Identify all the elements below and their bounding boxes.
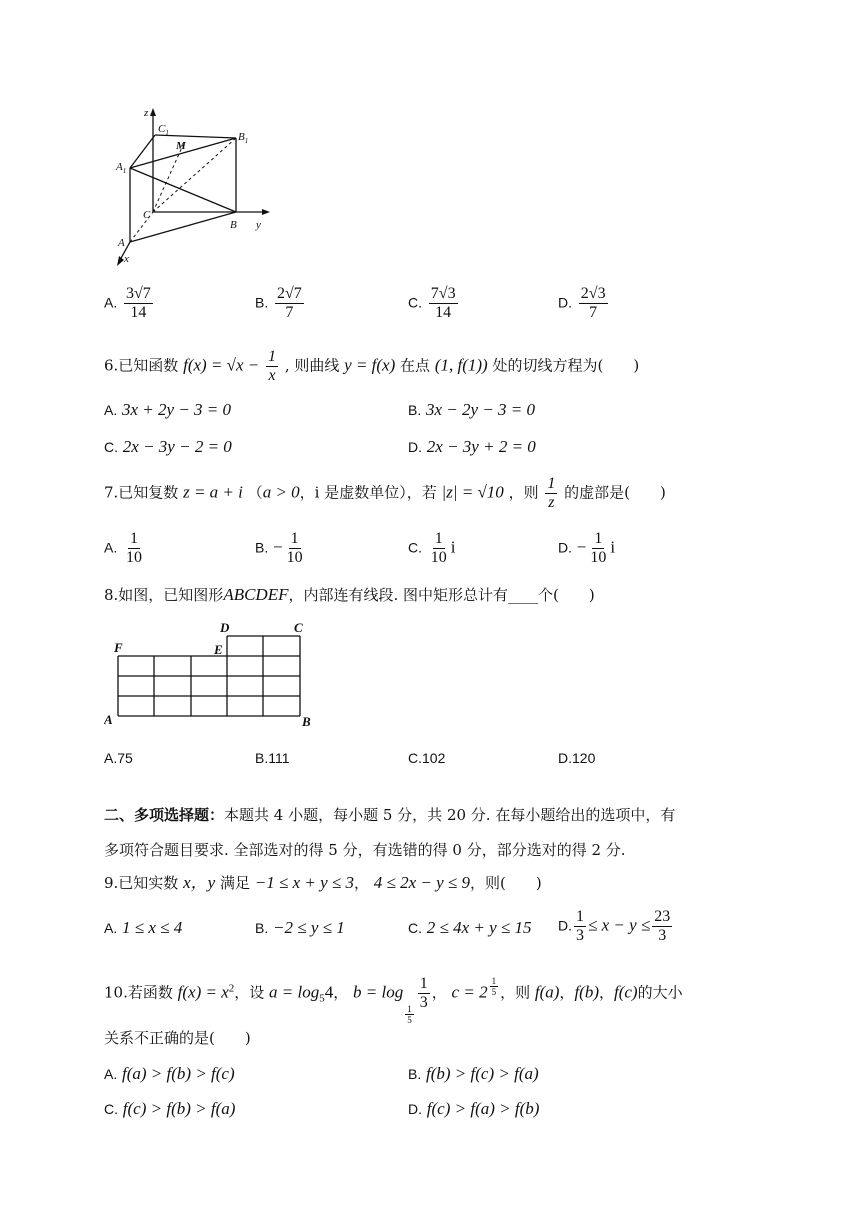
q8-stem: 8.如图，已知图形ABCDEF，内部连有线段. 图中矩形总计有____个( ) <box>104 585 595 604</box>
label-y: y <box>256 219 261 231</box>
q5-option-b[interactable] <box>255 285 306 335</box>
q7-option-b[interactable]: B. − $\frac{1}{10}$ <box>255 530 303 566</box>
label-e: E <box>214 642 223 657</box>
q7-stem: 7.已知复数 z = a + i （a > 0，i 是虚数单位），若 |z| = √10 ，则 $\frac{1}{z}$ 的虚部是( ) <box>104 475 666 511</box>
label-m: M <box>176 140 186 152</box>
q9-option-b[interactable]: B. −2 ≤ y ≤ 1 <box>255 918 345 937</box>
fraction: $\frac{2√3}{7}$ <box>580 285 606 321</box>
q7-option-c[interactable]: C. $\frac{1}{10}$ i <box>408 530 456 566</box>
option-label: D. <box>558 294 572 311</box>
q9-option-c[interactable]: C. 2 ≤ 4x + y ≤ 15 <box>408 918 532 937</box>
q6-option-a[interactable]: A. 3x + 2y − 3 = 0 <box>104 400 232 419</box>
label-c: C <box>294 620 303 635</box>
q5-option-c[interactable] <box>408 285 460 335</box>
fraction: $\frac{7√3}{14}$ <box>430 285 456 321</box>
q10-stem: 10.若函数 $f(x) = x^2$，设 $a = \log_54$， b = log $\frac{1}{5}$ $\frac{1}{3}$ ， c = 2 $\frac{1}{5}$ ，则 f(a)，f(b)，f(c)的大小 <box>104 975 683 1025</box>
option-label: C. <box>408 294 422 311</box>
q7-option-d[interactable]: D. − $\frac{1}{10}$ i <box>558 530 616 566</box>
q6-option-c[interactable]: C. 2x − 3y − 2 = 0 <box>104 437 232 456</box>
q10-option-d[interactable]: D. f(c) > f(a) > f(b) <box>408 1099 540 1118</box>
q10-option-b[interactable]: B. f(b) > f(c) > f(a) <box>408 1064 539 1083</box>
q6-stem: 6.已知函数 f(x) = √x − $\frac{1}{x}$ , 则曲线 y = f(x) 在点 (1, f(1)) 处的切线方程为( ) <box>104 348 640 384</box>
label-a1: $A_1$ <box>116 161 127 175</box>
q9-option-a[interactable]: A. 1 ≤ x ≤ 4 <box>104 918 183 937</box>
label-b1: $B_1$ <box>238 131 249 145</box>
q10-option-a[interactable]: A. f(a) > f(b) > f(c) <box>104 1064 235 1083</box>
label-x: x <box>124 253 129 265</box>
label-c: C <box>143 209 151 221</box>
option-label: B. <box>255 294 269 311</box>
option-label: A. <box>104 294 118 311</box>
label-a: A <box>104 712 113 727</box>
label-f: F <box>114 640 123 655</box>
q6-option-b[interactable]: B. 3x − 2y − 3 = 0 <box>408 400 536 419</box>
q10-stem-line2: 关系不正确的是( ) <box>104 1029 251 1047</box>
label-c1: $C_1$ <box>158 123 169 137</box>
q6-option-d[interactable]: D. 2x − 3y + 2 = 0 <box>408 437 536 456</box>
q9-stem: 9.已知实数 x，y 满足 −1 ≤ x + y ≤ 3， 4 ≤ 2x − y ≤ 9，则( ) <box>104 873 542 892</box>
prism-figure <box>108 100 278 270</box>
q8-option-a[interactable]: A.75 <box>104 750 133 766</box>
q5-option-a[interactable] <box>104 285 155 335</box>
q9-option-d[interactable]: D. $\frac{1}{3}$ ≤ x − y ≤ $\frac{23}{3}$ <box>558 908 671 944</box>
label-b: B <box>302 714 311 729</box>
section2-line1: 二、多项选择题：本题共 4 小题，每小题 5 分，共 20 分. 在每小题给出的选项中，有 <box>104 806 676 824</box>
q8-option-c[interactable]: C.102 <box>408 750 446 766</box>
fraction: $\frac{3√7}{14}$ <box>126 285 151 321</box>
q8-option-b[interactable]: B.111 <box>255 750 290 766</box>
q7-option-a[interactable]: A. $\frac{1}{10}$ <box>104 530 143 566</box>
section2-title: 二、多项选择题： <box>104 806 225 824</box>
grid-figure <box>104 618 324 730</box>
fraction: $\frac{2√7}{7}$ <box>277 285 302 321</box>
q8-option-d[interactable]: D.120 <box>558 750 596 766</box>
label-a: A <box>118 237 125 249</box>
label-d: D <box>220 620 230 635</box>
q10-option-c[interactable]: C. f(c) > f(b) > f(a) <box>104 1099 236 1118</box>
label-z: z <box>144 107 149 119</box>
label-b: B <box>230 219 237 231</box>
section2-line2: 多项符合题目要求. 全部选对的得 5 分，有选错的得 0 分，部分选对的得 2 分. <box>104 841 626 859</box>
q5-option-d[interactable] <box>558 285 610 335</box>
